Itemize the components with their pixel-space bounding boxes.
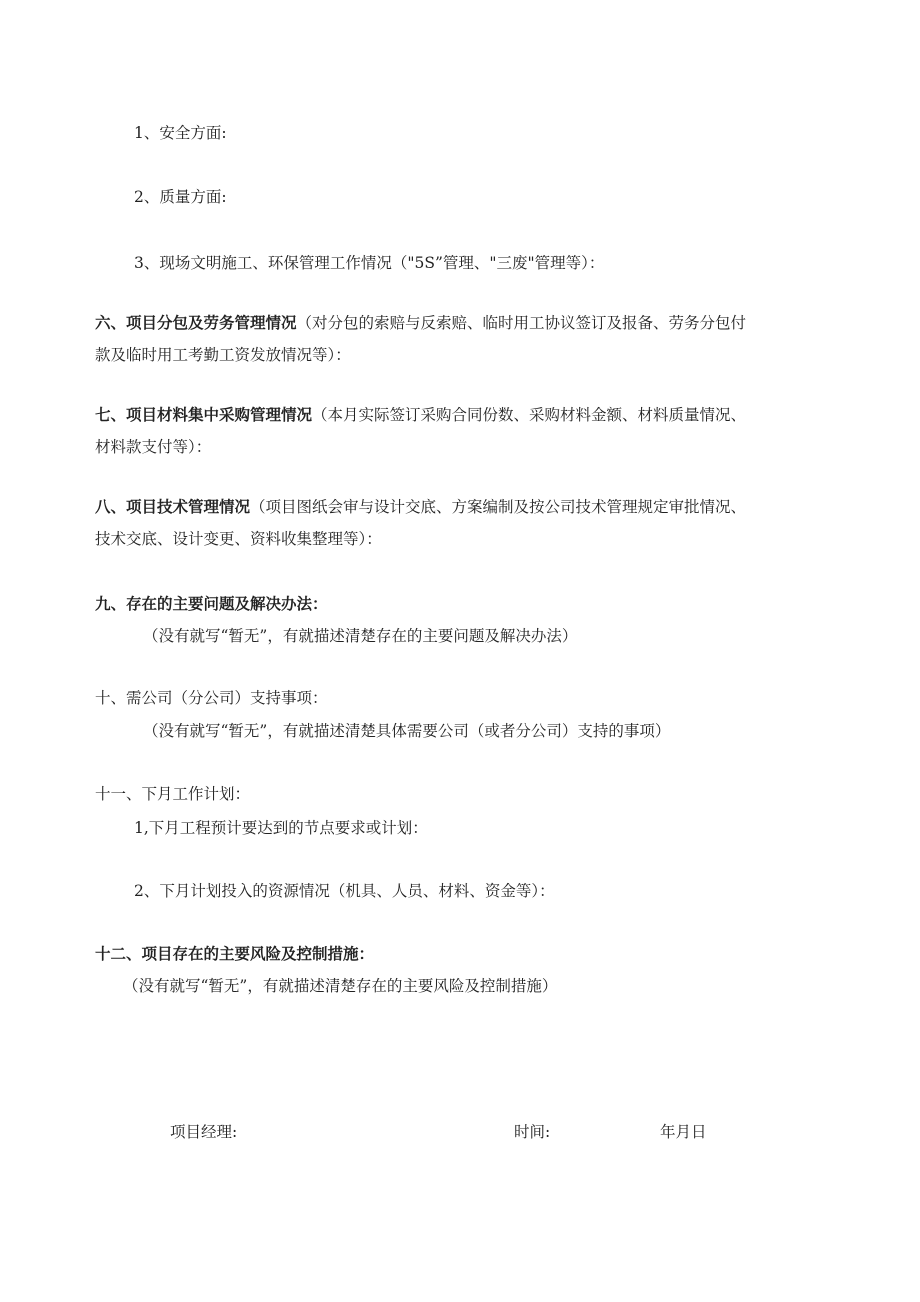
section-8-title: 八、项目技术管理情况 [95,497,251,516]
site-environment-item: 3、现场文明施工、环保管理工作情况（"5S”管理、"三废"管理等）： [134,254,605,272]
section-11-title: 十一、下月工作计划： [95,785,251,803]
quality-item: 2、质量方面: [134,188,227,206]
section-8-desc: （项目图纸会审与设计交底、方案编制及按公司技术管理规定审批情况、 [250,498,747,516]
section-12-note: （没有就写“暂无”，有就描述清楚存在的主要风险及控制措施） [123,977,558,995]
section-6 [95,313,746,333]
section-6-title: 六、项目分包及劳务管理情况 [95,313,297,332]
section-6-desc: （对分包的索赔与反索赔、临时用工协议签订及报备、劳务分包付 [296,314,747,332]
section-11-item-1: 1,下月工程预计要达到的节点要求或计划： [134,819,428,837]
project-manager-label: 项目经理: [170,1123,238,1141]
time-label: 时间: [514,1123,551,1141]
section-9-title: 九、存在的主要问题及解决办法： [95,594,328,613]
section-12-title: 十二、项目存在的主要风险及控制措施： [95,944,375,963]
section-8 [95,497,746,517]
section-6-desc-cont: 款及临时用工考勤工资发放情况等）： [95,346,351,364]
section-10-title: 十、需公司（分公司）支持事项： [95,689,328,707]
section-11-item-2: 2、下月计划投入的资源情况（机具、人员、材料、资金等）： [134,882,555,900]
section-10-note: （没有就写“暂无”，有就描述清楚具体需要公司（或者分公司）支持的事项） [143,722,671,740]
section-8-desc-cont: 技术交底、设计变更、资料收集整理等）： [95,530,382,548]
section-9-note: （没有就写“暂无”，有就描述清楚存在的主要问题及解决办法） [143,627,578,645]
section-7 [95,405,746,425]
date-label: 年月日 [660,1123,707,1141]
section-7-title: 七、项目材料集中采购管理情况 [95,405,313,424]
safety-item: 1、安全方面: [134,124,227,142]
section-7-desc-cont: 材料款支付等）： [95,438,212,456]
section-7-desc: （本月实际签订采购合同份数、采购材料金额、材料质量情况、 [312,406,747,424]
